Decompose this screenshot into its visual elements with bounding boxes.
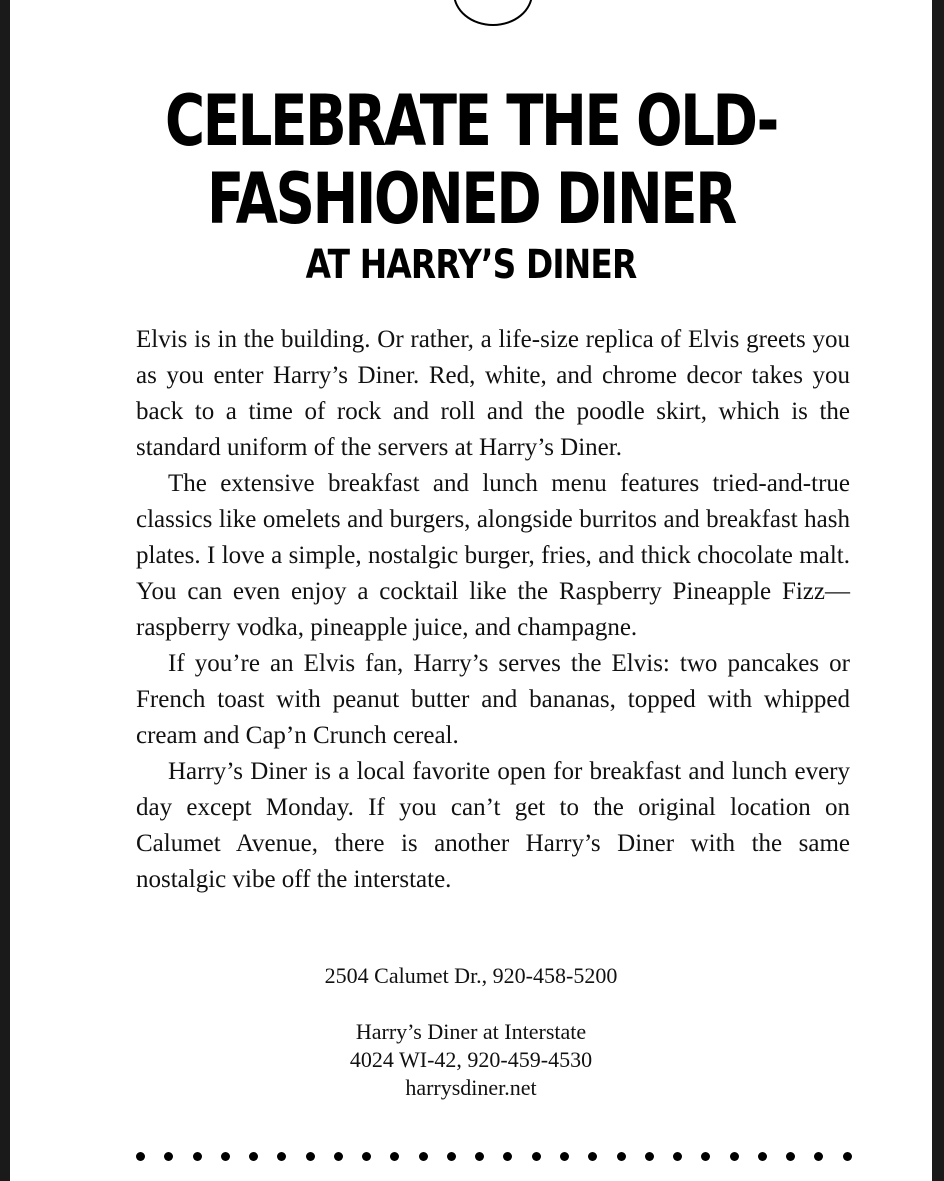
page-title [10,82,932,290]
location-calumet [10,962,932,990]
paragraph: Elvis is in the building. Or rather, a life-size replica of Elvis greets you as you enter Harry’s Diner. Red, white, and chrome decor takes you back to a time of rock and roll and the poodle skirt, which is the standard uniform of the servers at Harry’s Diner. [136,326,850,461]
paragraph: Harry’s Diner is a local favorite open for breakfast and lunch every day except Monday. If you can’t get to the original location on Calumet Avenue, there is another Harry’s Diner with the same nostalgic vibe off the interstate. [136,758,850,893]
divider-dot [673,1152,682,1161]
paragraph: The extensive breakfast and lunch menu features tried-and-true classics like omelets and burgers, alongside burritos and breakfast hash plates. I love a simple, nostalgic burger, fries, and thick chocolate malt. You can even enjoy a cocktail like the Raspberry Pineapple Fizz—raspberry vodka, pineapple juice, and champagne. [136,470,850,641]
divider-dot [588,1152,597,1161]
title-line-2: FASHIONED DINER [207,158,735,240]
divider-dot [249,1152,258,1161]
divider-dot [532,1152,541,1161]
divider-dot [503,1152,512,1161]
divider-dot [560,1152,569,1161]
dotted-divider [136,1152,852,1161]
divider-dot [645,1152,654,1161]
divider-dot [447,1152,456,1161]
divider-dot [221,1152,230,1161]
article-body [136,322,850,898]
divider-dot [843,1152,852,1161]
divider-dot [701,1152,710,1161]
divider-dot [730,1152,739,1161]
divider-dot [475,1152,484,1161]
divider-dot [758,1152,767,1161]
divider-dot [390,1152,399,1161]
divider-dot [617,1152,626,1161]
divider-dot [136,1152,145,1161]
location-interstate [10,1018,932,1102]
paragraph: If you’re an Elvis fan, Harry’s serves the Elvis: two pancakes or French toast with peanut butter and bananas, topped with whipped cream and Cap’n Crunch cereal. [136,650,850,749]
title-subline: AT HARRY’S DINER [305,242,637,288]
location-address: 4024 WI-42, 920-459-4530 [349,1047,593,1072]
divider-dot [306,1152,315,1161]
location-name: Harry’s Diner at Interstate [355,1019,587,1044]
title-line-1: CELEBRATE THE OLD- [164,80,778,162]
divider-dot [334,1152,343,1161]
decorative-circle [453,0,533,26]
page [10,0,932,1181]
divider-dot [419,1152,428,1161]
divider-dot [277,1152,286,1161]
divider-dot [362,1152,371,1161]
location-address: 2504 Calumet Dr., 920-458-5200 [324,963,618,988]
divider-dot [814,1152,823,1161]
divider-dot [164,1152,173,1161]
divider-dot [786,1152,795,1161]
website-link[interactable]: harrysdiner.net [405,1075,537,1100]
divider-dot [193,1152,202,1161]
